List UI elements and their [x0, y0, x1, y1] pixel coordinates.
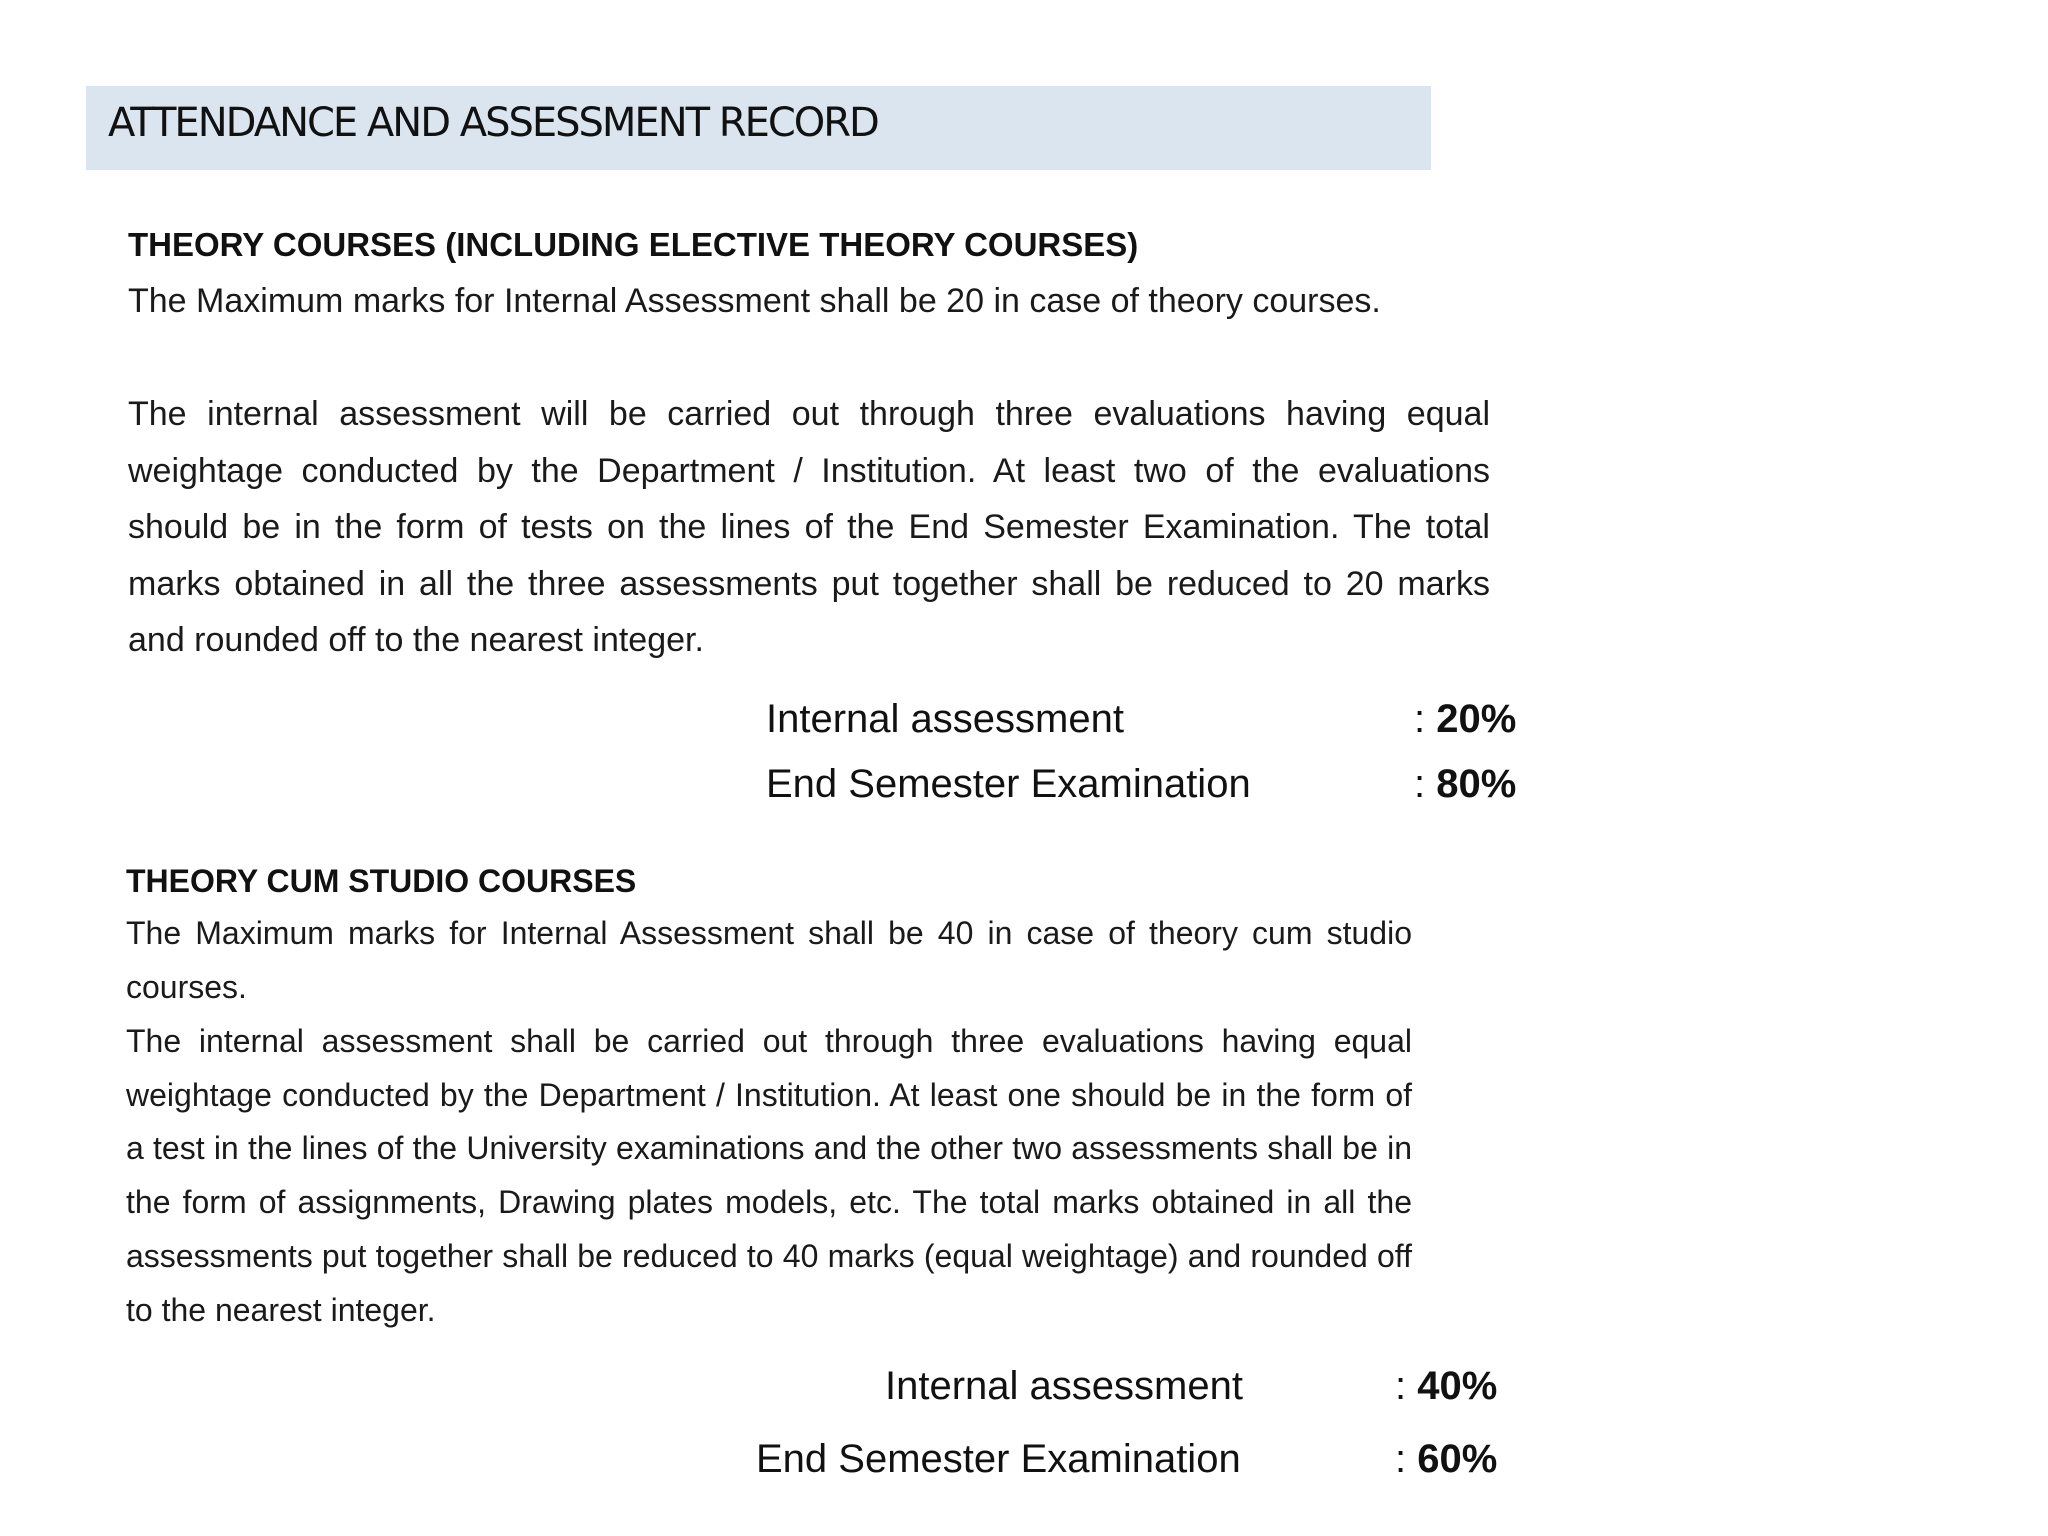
split-percentage: 60% [1417, 1437, 1498, 1481]
split-separator: : [1414, 762, 1437, 806]
split-percentage: 20% [1436, 697, 1517, 741]
page-title: ATTENDANCE AND ASSESSMENT RECORD [108, 100, 878, 146]
paragraph-assessment-details: The internal assessment shall be carried out through three evaluations having equal weightage conducted by the Department / Institution. At least one should be in the form of a test in the lines of the University examinations and the other two assessments shall be in the form of assignments, Drawing plates models, etc. The total marks obtained in all the assessments put together shall be reduced to 40 marks (equal weightage) and rounded off to the nearest integer. [126, 1023, 1412, 1328]
split-separator: : [1414, 697, 1437, 741]
paragraph-max-marks: The Maximum marks for Internal Assessment shall be 20 in case of theory courses. [128, 282, 1381, 320]
split-label: End Semester Examination [756, 1437, 1241, 1481]
split-label: Internal assessment [766, 697, 1124, 741]
split-separator: : [1395, 1437, 1418, 1481]
split-label: End Semester Examination [766, 762, 1251, 806]
split-separator: : [1395, 1364, 1418, 1408]
section-heading: THEORY CUM STUDIO COURSES [126, 863, 637, 899]
paragraph-assessment-details: The internal assessment will be carried out through three evaluations having equal weightage conducted by the Department / Institution. At least two of the evaluations should be in the form of tests on the lines of the End Semester Examination. The total marks obtained in all the three assessments put together shall be reduced to 20 marks and rounded off to the nearest integer. [128, 395, 1490, 659]
split-percentage: 40% [1417, 1364, 1498, 1408]
split-value [1414, 697, 1516, 742]
split-label: Internal assessment [885, 1364, 1243, 1408]
title-banner [86, 86, 1431, 170]
split-value [1414, 762, 1516, 807]
paragraph-max-marks: The Maximum marks for Internal Assessment shall be 40 in case of theory cum studio courses. [126, 915, 1412, 1005]
split-percentage: 80% [1436, 762, 1517, 806]
split-value [1395, 1437, 1497, 1482]
split-value [1395, 1364, 1497, 1409]
section-heading: THEORY COURSES (INCLUDING ELECTIVE THEORY COURSES) [128, 226, 1139, 263]
